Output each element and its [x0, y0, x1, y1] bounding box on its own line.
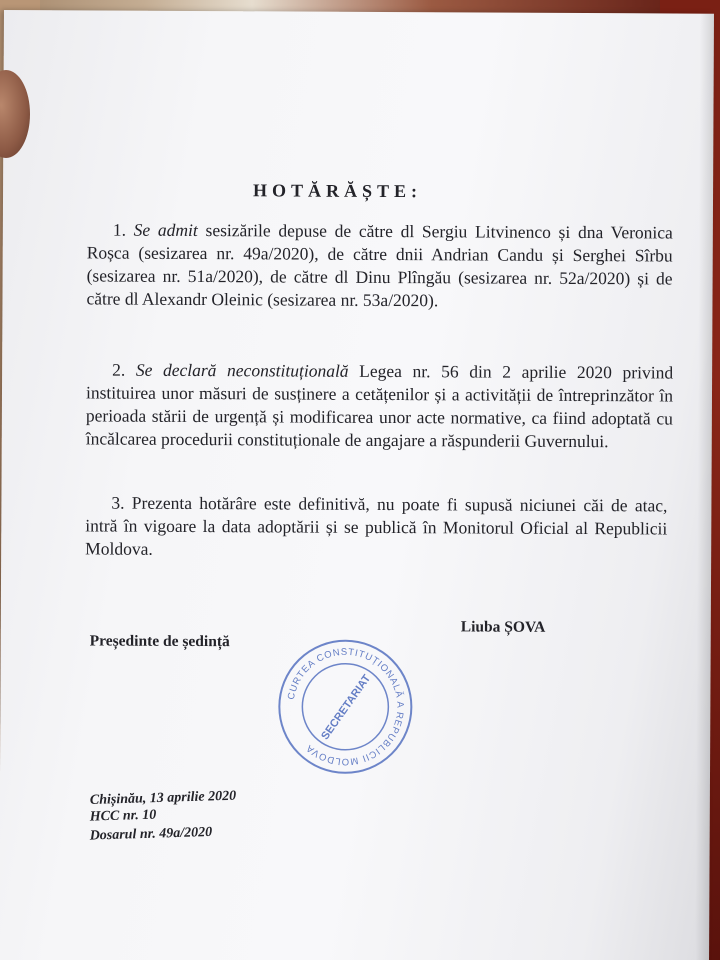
decision-heading: HOTĂRĂȘTE: — [253, 180, 423, 202]
paragraph-1 — [86, 218, 672, 313]
signature-role: Președinte de ședință — [89, 632, 230, 651]
paragraph-2-text: Legea nr. 56 din 2 aprilie 2020 privind instituirea unor măsuri de susținere a cetățenilor și a activității de întreprinzător în perioada stării de urgență și modificarea unor acte normative, ca fiind adoptată cu încălcarea procedurii constituționale de angajare a răspunderii Guvernului. — [85, 360, 674, 452]
paragraph-1-number: 1. — [112, 219, 134, 240]
stamp-inner-text: SECRETARIAT — [319, 672, 374, 743]
paragraph-2-number: 2. — [112, 359, 136, 380]
paragraph-3 — [85, 491, 667, 563]
footer-dosar-number: Dosarul nr. 49a/2020 — [89, 824, 213, 844]
paragraph-1-text: sesizările depuse de către dl Sergiu Litvinenco și dna Veronica Roșca (sesizarea nr. 49a/2020), de către dnii Andrian Candu și Serghei Sîrbu (sesizarea nr. 51a/2020), de către dl Dinu Plîngău (sesizarea nr. 52a/2020) și de către dl Alexandr Oleinic (sesizarea nr. 53a/2020). — [86, 220, 673, 311]
paragraph-3-text: Prezenta hotărâre este definitivă, nu poate fi supusă niciunei căi de atac, intră în vigoare la data adoptării și se publică în Monitorul Oficial al Republicii Moldova. — [85, 492, 668, 559]
document-page — [0, 10, 714, 960]
footer-place-date: Chișinău, 13 aprilie 2020 — [89, 788, 237, 809]
paragraph-3-number: 3. — [111, 492, 132, 513]
footer-hcc-number: HCC nr. 10 — [89, 807, 157, 825]
paragraph-2-emphasis: Se declară neconstituțională — [135, 359, 349, 381]
signature-name: Liuba ȘOVA — [460, 618, 546, 636]
stamp-outer-text: CURTEA CONSTITUȚIONALĂ A REPUBLICII MOLDOVA — [285, 646, 406, 767]
official-stamp — [275, 636, 416, 777]
paragraph-2 — [86, 358, 673, 453]
paragraph-1-emphasis: Se admit — [133, 219, 198, 241]
